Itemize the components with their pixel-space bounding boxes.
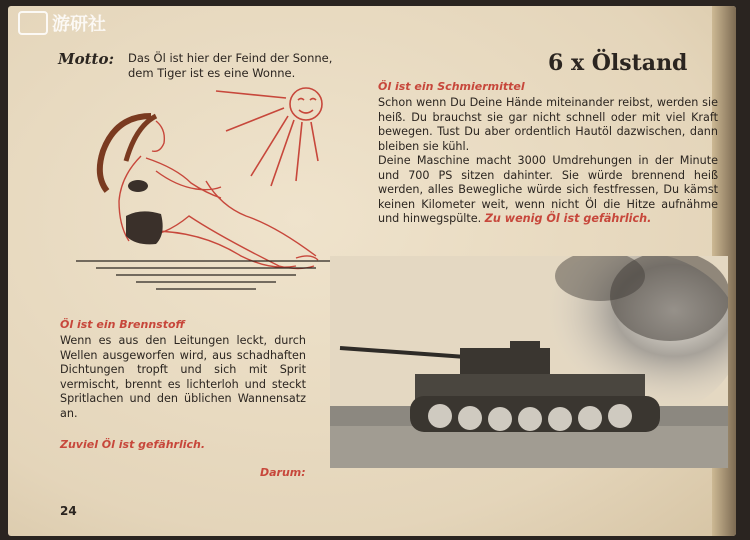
brennstoff-body: Wenn es aus den Leitungen leckt, durch Wellen ausgeworfen wird, aus schadhaften Dichtungen tropft und sich mit Sprit vermischt, brennt es lichterloh und steckt Spritlachen und den üblichen Wannensatz an. [60,334,306,420]
watermark [18,10,106,36]
booklet-page [8,6,736,536]
brennstoff-heading: Öl ist ein Brennstoff [60,318,185,331]
schmiermittel-para-2 [378,154,718,227]
page-number: 24 [60,504,77,518]
motto-text: Das Öl ist hier der Feind der Sonne, dem Tiger ist es eine Wonne. [128,51,333,80]
tiger-tank-photo [330,256,728,468]
page-title: 6 x Ölstand [548,50,688,76]
woman-figure [100,116,318,269]
watermark-logo-icon [18,11,48,35]
para-2-text: Deine Maschine macht 3000 Umdrehungen in der Minute und 700 PS sitzen dahinter. Sie würde brennend heiß werden, alles Bewegliche würde sich festfressen, Du kämst keinen Kilometer weit, wenn nicht Öl die Hitze aufnähme und hinwegspülte. [378,154,718,225]
too-much-oil-warning: Zuviel Öl ist gefährlich. [60,438,206,451]
watermark-text: 游研社 [52,14,106,35]
darum-label: Darum: [260,466,306,479]
schmiermittel-para-1: Schon wenn Du Deine Hände miteinander reibst, werden sie heiß. Du brauchst sie gar nicht schnell oder mit viel Kraft bewegen. Tust Du aber ordentlich Hautöl dazwischen, dann bleiben sie kühl. [378,96,718,153]
schmiermittel-heading: Öl ist ein Schmiermittel [378,80,525,93]
bikini [126,180,163,244]
sunbathing-woman-illustration [56,86,346,306]
motto-label: Motto: [58,50,115,68]
ground-lines [76,261,336,289]
sun-icon [216,88,322,186]
too-little-oil-warning: Zu wenig Öl ist gefährlich. [484,212,652,225]
